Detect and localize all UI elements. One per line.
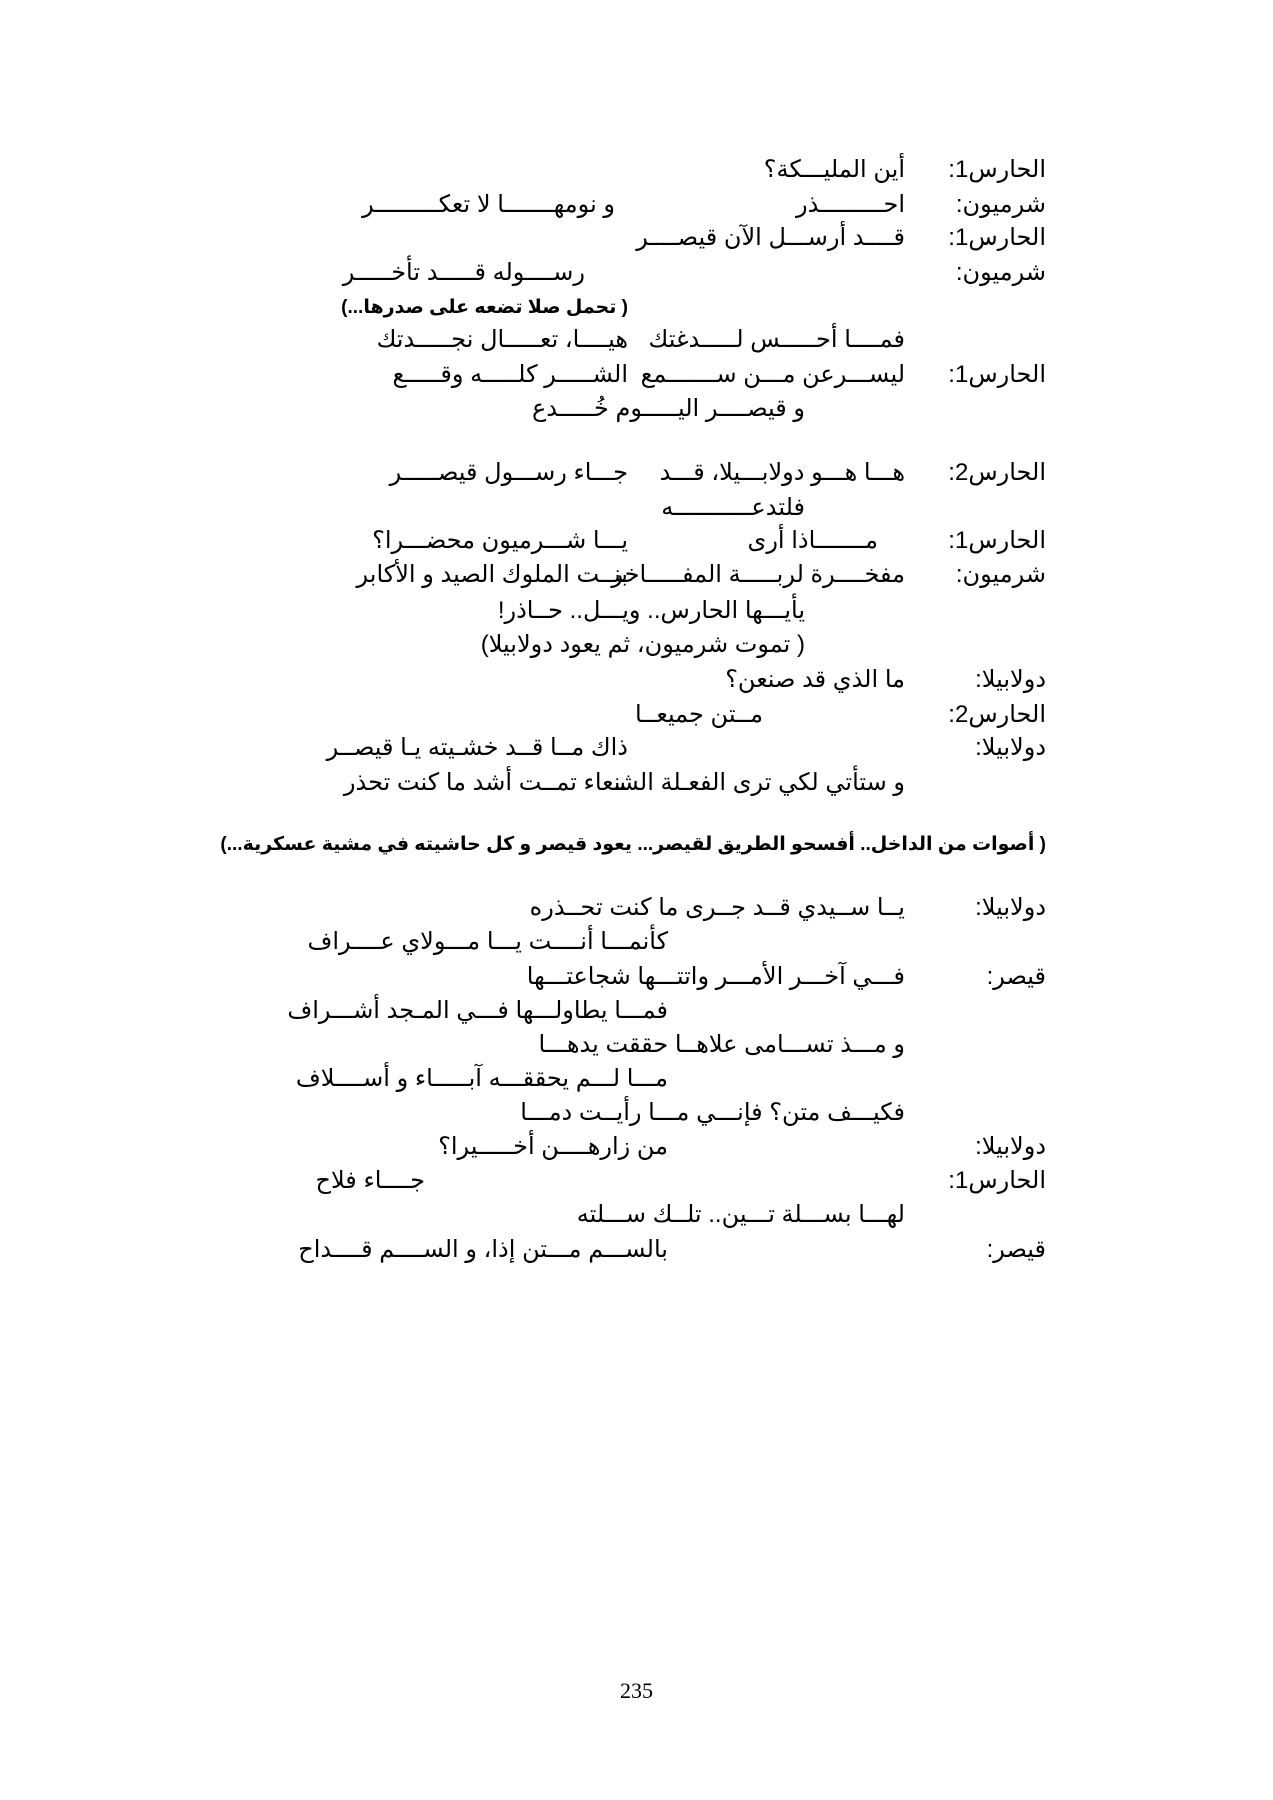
verse-hemistich: احـــــــــذر — [796, 191, 905, 218]
speaker-label: شرميون: — [955, 561, 1046, 588]
stage-direction: ( أصوات من الداخل.. أفسحو الطريق لقيصر... يعود قيصر و كل حاشيته في مشية عسكرية...) — [220, 834, 1046, 855]
verse-hemistich: فكيـــف متن؟ فإنـــي مـــا رأيــت دمـــا — [520, 1099, 905, 1126]
verse-hemistich: جـــاء رســـول قيصـــــر — [389, 459, 628, 486]
verse-hemistich: ما الذي قد صنعن؟ — [725, 666, 905, 693]
verse-hemistich: فـــي آخـــر الأمـــر واتتـــها شجاعتـــها — [526, 963, 905, 990]
speaker-label: الحارس1: — [948, 1167, 1046, 1194]
verse-hemistich: جــــاء فلاح — [315, 1167, 425, 1194]
verse-line: و قيصــــر اليـــــوم خُـــــدع — [531, 395, 805, 422]
verse-hemistich: فمـــا يطاولـــها فـــي المـجد أشـــراف — [287, 997, 668, 1024]
verse-hemistich: مـــــــاذا أرى — [747, 527, 878, 554]
speaker-label: الحارس2: — [948, 459, 1046, 486]
speaker-label: الحارس1: — [948, 224, 1046, 251]
stage-direction: ( تموت شرميون، ثم يعود دولابيلا) — [480, 631, 805, 658]
verse-hemistich: و ستأتي لكي ترى الفعـلة الشـ — [611, 769, 905, 796]
verse-hemistich: مفخــــرة لربـــــة المفـــــاخر — [611, 561, 905, 588]
page-number: 235 — [620, 1678, 653, 1703]
speaker-label: الحارس1: — [948, 156, 1046, 183]
verse-hemistich: كأنمـــا أنــــت يـــا مـــولاي عــــراف — [307, 928, 668, 955]
speaker-label: شرميون: — [955, 191, 1046, 218]
verse-hemistich: بالســـم مـــتن إذا، و الســــم قــــداح — [298, 1236, 668, 1263]
verse-hemistich: يـــا شـــرميون محضـــرا؟ — [372, 527, 628, 554]
speaker-label: دولابيلا: — [975, 666, 1046, 693]
stage-direction: ( تحمل صلا تضعه على صدرها...) — [341, 297, 628, 318]
verse-hemistich: يــا ســيدي قــد جــرى ما كنت تحــذره — [529, 894, 905, 921]
speaker-label: الحارس1: — [948, 361, 1046, 388]
verse-hemistich: هيــــا، تعـــــال نجـــــدتك — [376, 326, 628, 353]
speaker-label: شرميون: — [955, 259, 1046, 286]
verse-hemistich: ـنعاء تمــت أشد ما كنت تحذر — [343, 769, 628, 796]
verse-hemistich: ليســـرعن مـــن ســـــــمع — [640, 361, 905, 388]
verse-hemistich: مـــا لـــم يحققـــه آبـــــاء و أســــلاف — [295, 1065, 668, 1092]
verse-hemistich: فمــــا أحـــــس لـــــدغتك — [648, 326, 905, 353]
speaker-label: دولابيلا: — [975, 894, 1046, 921]
speaker-label: دولابيلا: — [975, 734, 1046, 761]
verse-hemistich: رســــوله قـــــد تأخـــــر — [342, 259, 585, 286]
speaker-label: الحارس1: — [948, 527, 1046, 554]
verse-hemistich: و نومهـــــــا لا تعكـــــــــر — [362, 191, 615, 218]
verse-hemistich: من زارهــــن أخـــــيرا؟ — [438, 1133, 668, 1160]
verse-hemistich: و مـــذ تســـامى علاهــا حققت يدهـــا — [538, 1031, 905, 1058]
verse-line: فلتدعـــــــــــه — [661, 494, 805, 521]
speaker-label: دولابيلا: — [975, 1133, 1046, 1160]
verse-hemistich: بنــت الملوك الصيد و الأكابر — [356, 561, 628, 588]
verse-hemistich: أين المليـــكة؟ — [763, 156, 905, 183]
verse-hemistich: الشـــــر كلـــــه وقـــــع — [392, 361, 628, 388]
verse-line: يأيـــها الحارس.. ويـــل.. حــاذر! — [497, 597, 805, 624]
verse-hemistich: مــتن جميعــا — [634, 701, 763, 728]
speaker-label: قيصر: — [986, 1236, 1046, 1263]
speaker-label: قيصر: — [986, 963, 1046, 990]
verse-hemistich: هـــا هـــو دولابـــيلا، قـــد — [659, 459, 905, 486]
verse-hemistich: ذاك مــا قــد خشـيته يـا قيصــر — [326, 734, 628, 761]
verse-hemistich: لهـــا بســـلة تـــين.. تلــك ســـلته — [576, 1201, 905, 1228]
speaker-label: الحارس2: — [948, 701, 1046, 728]
verse-hemistich: قــــد أرســـل الآن قيصــــر — [636, 224, 905, 251]
